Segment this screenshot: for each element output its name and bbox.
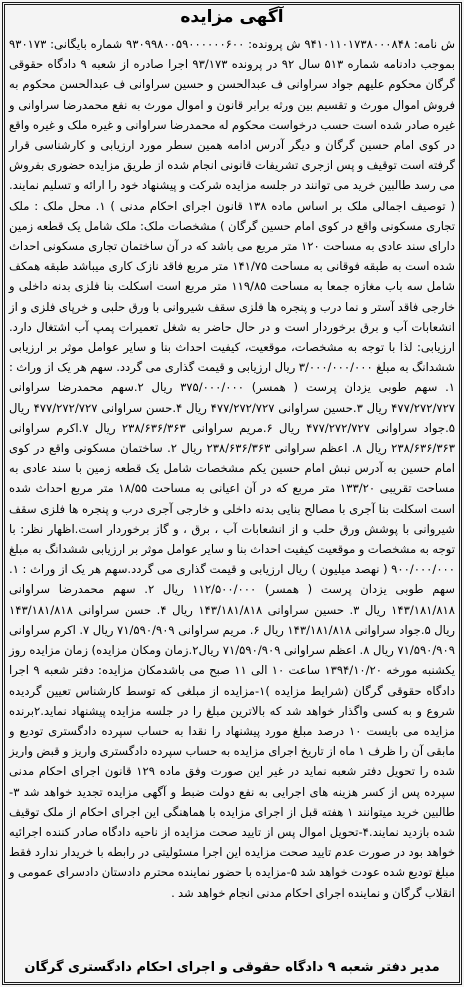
notice-signature: مدیر دفتر شعبه ۹ دادگاه حقوقی و اجرای احکام دادگستری گرگان <box>24 960 440 975</box>
notice-body: ش نامه: ۹۴۱۰۱۱۰۱۷۳۸۰۰۰۸۴۸ ش پرونده: ۹۳۰۹۹۸۰۰۵۹۰۰۰۰۰۰۶۰۰ شماره بایگانی: ۹۳۰۱۷۳ بموجب دادنامه شماره ۵۱۳ سال ۹۲ در پرونده ۹۳/۱۷۳ اجرا صادره از شعبه ۹ دادگاه حقوقی گرگان محکوم علیهم جواد سراوانی ف عبدالحسن و حسین سراوانی ف عبدالحسن محکوم به فروش اموال مورث و تقسیم بین ورثه برابر قانون و اموال مورث به نفع محمدرضا سراوانی و غیره صادر شده است حسب درخواست محکوم له محمدرضا سراوانی و غیره ملک و غیره واقع در کوی امام حسین گرگان و دیگر آدرس ادامه همین سطر مورد ارزیابی و کارشناسی قرار گرفته است توقیف و پس ازجری تشریفات قانونی انجام شده از طریق مزایده حضوری بفروش می رسد طالبین خرید می توانند در جلسه مزایده شرکت و پیشنهاد خود را ارائه و تسلیم نمایند. ( توصیف اجمالی ملک بر اساس ماده ۱۳۸ قانون اجرای احکام مدنی ) ۱. محل ملک : ملک تجاری مسکونی واقع در کوی امام حسین گرگان ) مشخصات ملک: ملک شامل یک قطعه زمین دارای سند عادی به مساحت ۱۲۰ متر مربع می باشد که در آن ساختمان تجاری مسکونی احداث شده است به طبقه فوقانی به مساحت ۱۴۱/۷۵ متر مربع فاقد نازک کاری میباشد طبقه همکف شامل سه باب مغازه جمعا به مساحت ۱۱۹/۸۵ متر مربع است اسکلت بنا فلزی بدنه داخلی و خارجی فاقد آستر و نما درب و پنجره ها فلزی سقف شیروانی با ورق حلبی و خرپای فلزی و از انشعابات آب و برق برخوردار است و در حال حاضر به شغل تعمیرات پمپ آب اشتغال دارد. ارزیابی: لذا با توجه به مشخصات، موقعیت، کیفیت احداث بنا و سایر عوامل موثر بر ارزیابی ششدانگ به مبلغ ۳/۰۰۰/۰۰۰/۰۰۰ ریال ارزیابی و قیمت گذاری می گردد. سهم هر یک از وراث : ۱. سهم طوبی یزدان پرست ( همسر) ۳۷۵/۰۰۰/۰۰۰ ریال ۲.سهم محمدرضا سراوانی ۴۷۷/۲۷۲/۷۲۷ ریال ۳.حسین سراوانی ۴۷۷/۲۷۲/۷۲۷ ریال ۴.حسن سراوانی ۴۷۷/۲۷۲/۷۲۷ ریال ۵.جواد سراوانی ۴۷۷/۲۷۲/۷۲۷ ریال ۶.مریم سراوانی ۲۳۸/۶۳۶/۳۶۳ ریال ۷.اکرم سراوانی ۲۳۸/۶۳۶/۳۶۳ ریال ۸. اعظم سراوانی ۲۳۸/۶۳۶/۳۶۳ ریال ۲. ساختمان مسکونی واقع در کوی امام حسین به آدرس نبش امام حسین یکم مشخصات شامل یک قطعه زمین با سند عادی به مساحت تقریبی ۱۳۳/۲۰ متر مربع که در آن اعیانی به مساحت ۱۸/۵۵ متر مربع احداث شده است اسکلت بنا آجری با مصالح بنایی بدنه داخلی و خارجی آجری درب و پنجره ها فلزی سقف شیروانی با پوشش ورق حلب و از انشعابات آب ، برق ، و گاز برخوردار است.اظهار نظر: با توجه به مشخصات و موقعیت کیفیت احداث بنا و سایر عوامل موثر بر ارزیابی ششدانگ به مبلغ ۹۰۰/۰۰۰/۰۰۰ ( نهصد میلیون ) ریال ارزیابی و قیمت گذاری می گردد.سهم هر یک از وراث : ۱. سهم طوبی یزدان پرست ( همسر) ۱۱۲/۵۰۰/۰۰۰ ریال ۲. سهم محمدرضا سراوانی ۱۴۳/۱۸۱/۸۱۸ ریال ۳. حسین سراوانی ۱۴۳/۱۸۱/۸۱۸ ریال ۴. حسن سراوانی ۱۴۳/۱۸۱/۸۱۸ ریال ۵.جواد سراوانی ۱۴۳/۱۸۱/۸۱۸ ریال ۶. مریم سراوانی ۷۱/۵۹۰/۹۰۹ ریال ۷. اکرم سراوانی ۷۱/۵۹۰/۹۰۹ ریال ۸. اعظم سراوانی ۷۱/۵۹۰/۹۰۹ ریال۲.زمان ومکان مزایده) زمان مزایده روز یکشنبه مورخه ۱۳۹۴/۱۰/۲۰ ساعت ۱۰ الی ۱۱ صبح می باشدمکان مزایده: دفتر شعبه ۹ اجرا دادگاه حقوقی گرگان (شرایط مزایده )۱-مزایده از مبلغی که توسط کارشناس تعیین گردیده شروع و به کسی واگذار خواهد شد که بالاترین مبلغ را در جلسه مزایده پیشنهاد نماید.۲برنده مزایده می بایست ۱۰ درصد مبلغ مورد پیشنهاد را نقدا به حساب سپرده دادگستری تودیع و مابقی آن را ظرف ۱ ماه از تاریخ اجرای مزایده به حساب سپرده دادگستری واریز و قبض واریز شده را تحویل دفتر شعبه نماید در غیر این صورت وفق ماده ۱۲۹ قانون اجرای احکام مدنی سپرده پس از کسر هزینه های اجرایی به نفع دولت ضبط و آگهی مزایده تجدید خواهد شد ۳-طالبین خرید میتوانند ۱ هفته قبل از اجرای مزایده با هماهنگی این اجرای احکام از ملک توقیف شده بازدید نمایند.۴-تحویل اموال پس از تایید صحت مزایده از ناحیه دادگاه صادر کننده اجرائیه خواهد بود در صورت عدم تایید صحت مزایده این اجرا مسئولیتی در رابطه با خریدار ندارد فقط مبلغ تودیع شده عودت خواهد شد ۵-مزایده با حضور نماینده محترم دادستان دادسرای عمومی و انقلاب گرگان و نماینده اجرای احکام مدنی انجام خواهد شد . <box>9 37 456 900</box>
notice-title: آگهی مزایده <box>180 7 284 27</box>
